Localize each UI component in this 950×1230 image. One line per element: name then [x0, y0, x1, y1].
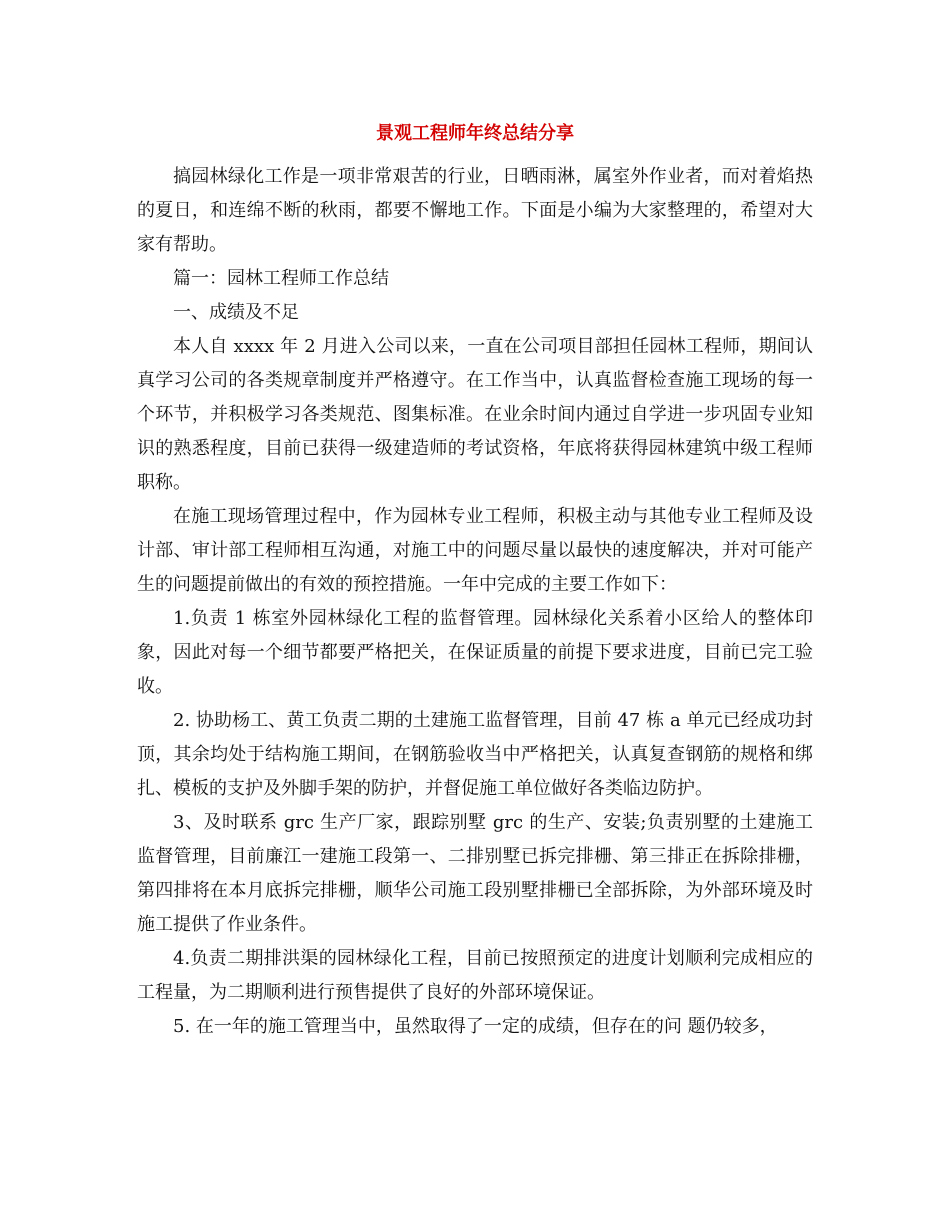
list-item: 3、及时联系 grc 生产厂家，跟踪别墅 grc 的生产、安装;负责别墅的土建施工监督管理，目前廉江一建施工段第一、二排别墅已拆完排栅、第三排正在拆除排栅，第四排将在本月底拆完排栅，顺华公司施工段别墅排栅已全部拆除，为外部环境及时施工提供了作业条件。	[137, 812, 813, 935]
list-item: 4.负责二期排洪渠的园林绿化工程，目前已按照预定的进度计划顺利完成相应的工程量，为二期顺利进行预售提供了良好的外部环境保证。	[137, 948, 813, 1003]
body-paragraph: 本人自 xxxx 年 2 月进入公司以来，一直在公司项目部担任园林工程师，期间认真学习公司的各类规章制度并严格遵守。在工作当中，认真监督检查施工现场的每一个环节，并积极学习各类规范、图集标准。在业余时间内通过自学进一步巩固专业知识的熟悉程度，目前已获得一级建造师的考试资格，年底将获得园林建筑中级工程师职称。	[137, 336, 813, 493]
list-item: 1.负责 1 栋室外园林绿化工程的监督管理。园林绿化关系着小区给人的整体印象，因此对每一个细节都要严格把关，在保证质量的前提下要求进度，目前已完工验收。	[137, 608, 813, 697]
subsection-heading: 一、成绩及不足	[173, 302, 299, 323]
body-paragraph: 在施工现场管理过程中，作为园林专业工程师，积极主动与其他专业工程师及设计部、审计部工程师相互沟通，对施工中的问题尽量以最快的速度解决，并对可能产生的问题提前做出的有效的预控措施。一年中完成的主要工作如下：	[137, 506, 813, 595]
document-body	[137, 160, 813, 1044]
intro-paragraph: 搞园林绿化工作是一项非常艰苦的行业，日晒雨淋，属室外作业者，而对着焰热的夏日，和连绵不断的秋雨，都要不懈地工作。下面是小编为大家整理的，希望对大家有帮助。	[137, 166, 813, 255]
list-item: 5. 在一年的施工管理当中，虽然取得了一定的成绩，但存在的问 题仍较多，	[173, 1016, 778, 1037]
document-title: 景观工程师年终总结分享	[376, 123, 574, 144]
list-item: 2. 协助杨工、黄工负责二期的土建施工监督管理，目前 47 栋 a 单元已经成功封顶，其余均处于结构施工期间，在钢筋验收当中严格把关，认真复查钢筋的规格和绑扎、模板的支护及外脚手架的防护，并督促施工单位做好各类临边防护。	[137, 710, 813, 799]
section-heading: 篇一：园林工程师工作总结	[173, 268, 389, 289]
